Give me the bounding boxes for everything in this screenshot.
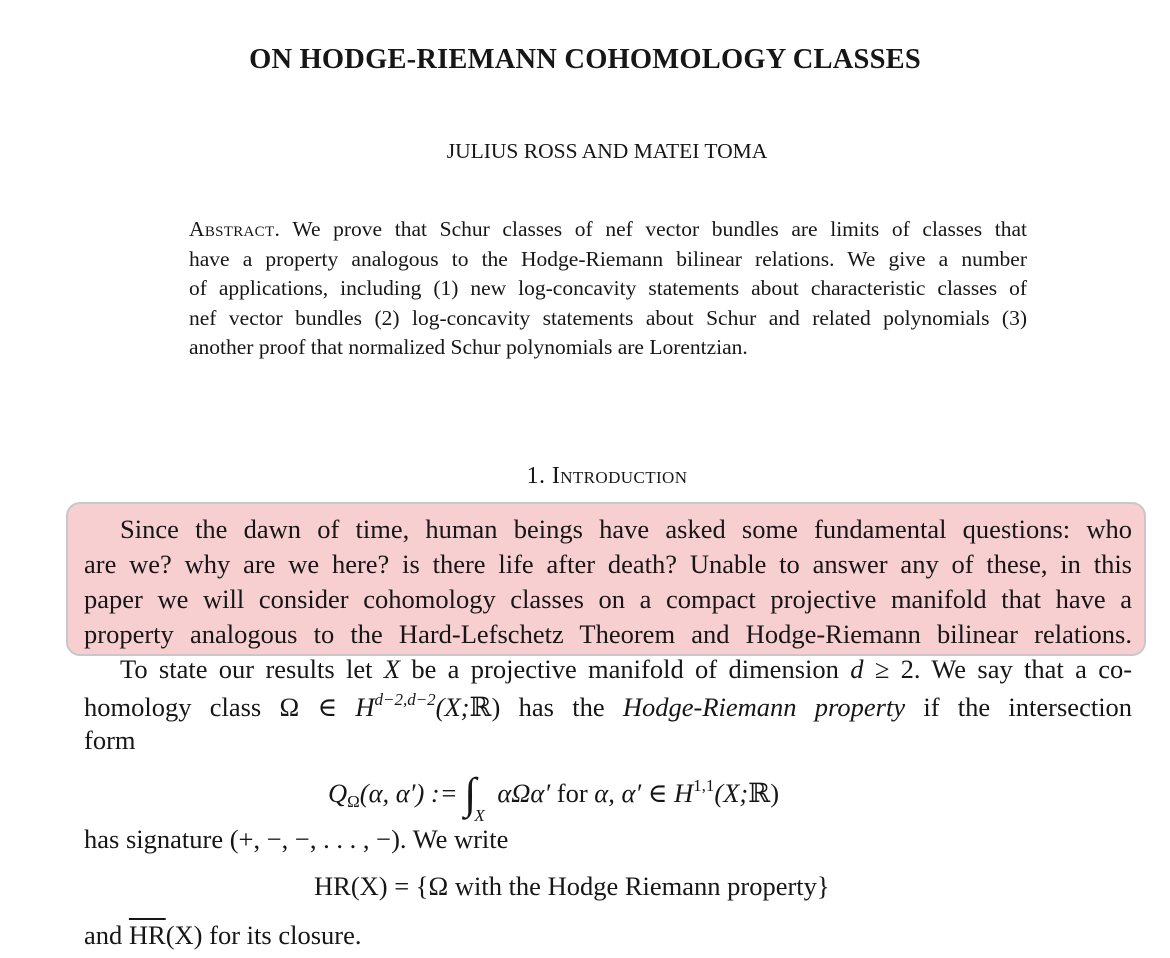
math-var: X [383,654,400,684]
math-superscript: d−2,d−2 [374,690,436,709]
results-text: has the [518,692,605,722]
math-var: H [355,692,375,722]
display-text: for [556,778,588,808]
results-line: form [84,725,136,755]
results-text: homology class Ω ∈ [84,692,338,722]
math-var: Q [328,778,348,808]
intro-line: are we? why are we here? is there life after death? Unable to answer any of these, in this [84,549,1132,579]
display-equation-hr: HR(X) = {Ω with the Hodge Riemann property} [314,871,830,901]
integral-domain: X [474,806,485,825]
math-reals: ℝ [469,692,492,723]
closure-text: for its closure. [209,920,362,950]
math-paren: ) [770,778,780,808]
results-line [120,654,1132,685]
emphasis: Hodge-Riemann property [622,692,906,722]
display-equation-q [328,762,780,825]
paper-title: ON HODGE-RIEMANN COHOMOLOGY CLASSES [249,44,921,75]
closure-text: and [84,920,123,950]
math-args: (α, α′) := [359,778,458,808]
math-superscript: 1,1 [693,776,715,795]
section-heading [0,463,1170,490]
section-number: 1. [526,463,546,489]
closure-line [84,920,361,951]
integral-sign: ∫ [464,769,477,818]
abstract-line [189,215,1027,245]
math-reals: ℝ [748,778,771,809]
abstract [189,215,1027,363]
intro-line: property analogous to the Hard-Lefschetz Theorem and Hodge-Riemann bilinear relations. [84,619,1132,649]
abstract-line: another proof that normalized Schur polynomials are Lorentzian. [189,335,748,359]
results-text: To state our results let [120,654,373,684]
intro-line: Since the dawn of time, human beings have asked some fundamental questions: who [120,514,1132,544]
signature-text: We write [412,824,509,854]
math-var: H [674,778,694,808]
paper-authors: JULIUS ROSS AND MATEI TOMA [446,139,768,163]
math-expression [355,692,500,722]
math-var: d [850,654,864,684]
math-args: (X) [165,920,203,950]
abstract-line: have a property analogous to the Hodge-Riemann bilinear relations. We give a number [189,246,1027,271]
math-vars: α, α′ ∈ [594,778,668,808]
abstract-label: Abstract. [189,217,281,241]
results-line [84,690,1132,723]
signature-text: has signature [84,824,224,854]
signature-signs: (+, −, −, . . . , −). [229,824,407,854]
math-paren: ) [491,692,501,722]
abstract-line: of applications, including (1) new log-concavity statements about characteristic classes of [189,276,1027,300]
math-args: (X; [435,692,470,722]
hr-closure-symbol: $\overline{HR}$ [128,920,166,950]
results-text: ≥ 2. We say that a co- [874,654,1133,684]
abstract-line: nef vector bundles (2) log-concavity statements about Schur and related polynomials (3) [189,305,1027,330]
math-args: (X; [714,778,749,808]
signature-line [84,824,508,855]
abstract-text: We prove that Schur classes of nef vector bundles are limits of classes that [292,217,1027,241]
results-text: be a projective manifold of dimension [411,654,839,684]
intro-line: paper we will consider cohomology classes on a compact projective manifold that have a [84,584,1132,614]
integrand: αΩα′ [497,778,551,808]
results-text: if the intersection [923,692,1133,722]
section-name: Introduction [551,463,688,489]
math-subscript: Ω [347,792,360,811]
